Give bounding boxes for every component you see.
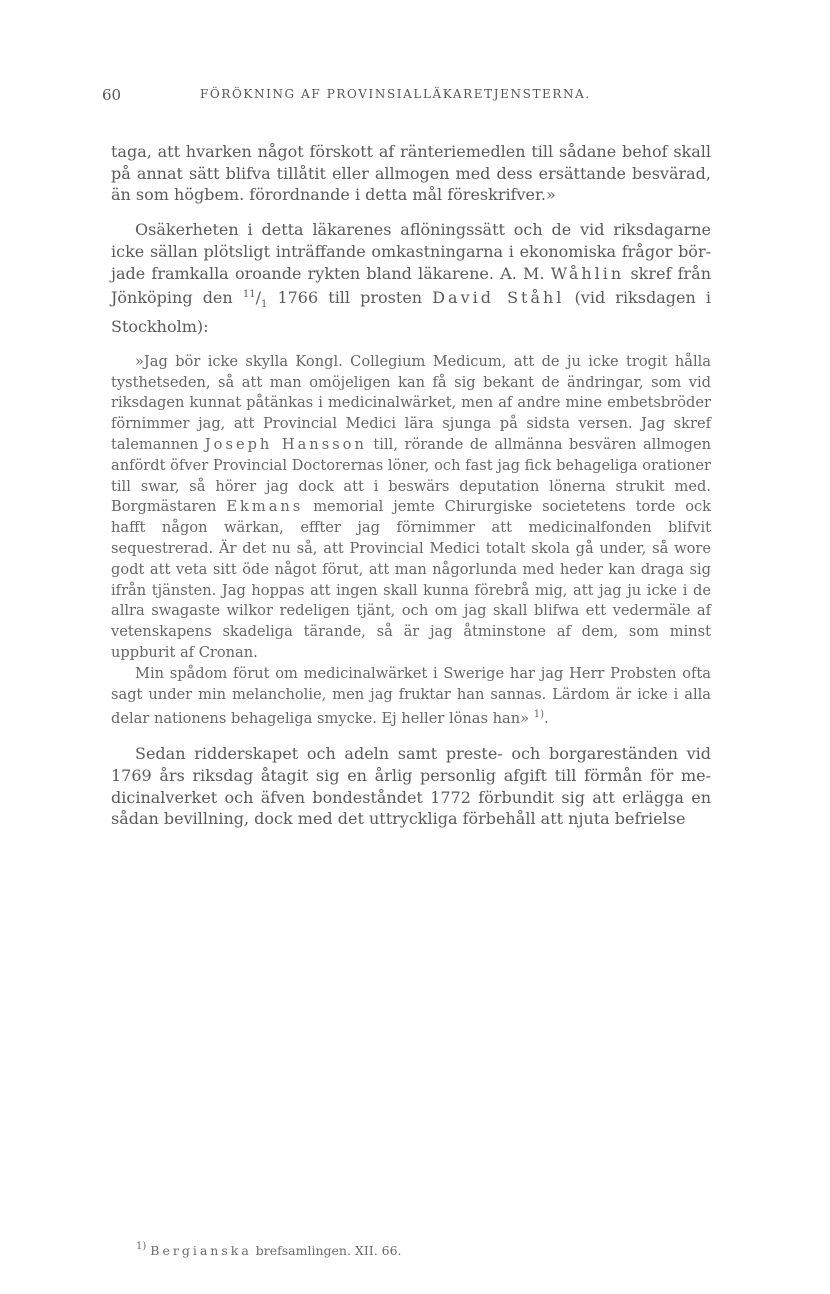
quote-text: till, rörande de allmänna besvären allmogen anfördt öfver Provincial Doctorernas löner, och fast jag fick behageliga orationer till swar, så hörer jag dock att i beswärs deputation lönerna strukit med. Borgmästaren	[111, 436, 712, 516]
person-name-joseph-hansson: Joseph Hansson	[204, 436, 367, 453]
paragraph-continuation: taga, att hvarken något förskott af ränteriemedlen till sådane behof skall på annat sätt blifva tillåtit eller allmogen med dess ersättande besvärad, än som högbem. förordnande i detta mål föreskrifver.»	[111, 142, 711, 205]
quote-text: »Jag bör icke skylla Kongl. Collegium Medicum, att de ju icke trogit hålla tysthetseden, så att man omöjeligen kan få sig bekant de ändringar, som vid riksdagen kunnat påtänkas i medicinalwärket, men af andre mine embetsbröder förnimmer jag, att Provincial Medici lära sjunga på sidsta versen. Jag skref talemannen	[111, 352, 711, 453]
footnote-source-name: Bergianska	[150, 1243, 252, 1258]
paragraph-text: (vid riksdagen i Stockholm):	[111, 288, 711, 337]
footnote	[136, 1241, 402, 1258]
quote-text: Min spådom förut om medicinalwärket i Swerige har jag Herr Probsten ofta sagt under min melancholie, men jag fruktar han sannas. Lärdom är icke i alla delar nationens behageliga smycke. Ej heller lönas han»	[111, 664, 711, 728]
running-title: FÖRÖKNING AF PROVINSIALLÄKARETJENSTERNA.	[200, 87, 591, 101]
paragraph-text: Osäkerheten i detta läkarenes aflöningssätt och de vid riksdagarne icke sällan plötsligt inträffande omkastningarna i ekonomiska frågor började framkalla oroande rykten bland läkarene. A. M.	[111, 220, 711, 283]
letter-quotation	[111, 352, 711, 730]
fraction-denominator: 1	[260, 299, 268, 311]
paragraph-sedan: Sedan ridderskapet och adeln samt preste- och borgareständen vid 1769 års riksdag åtagit sig en årlig personlig afgift till förmån för medicinalverket och äfven bondeståndet 1772 förbundit sig att erlägga en sådan bevillning, dock med det uttryckliga förbehåll att njuta befrielse	[111, 744, 711, 829]
paragraph-text: skref från Jönköping den	[111, 263, 712, 308]
footnote-source-details: brefsamlingen. XII. 66.	[255, 1243, 402, 1258]
body-text	[111, 141, 711, 830]
footnote-reference: 1)	[533, 709, 544, 721]
paragraph-text: 1766 till prosten	[277, 288, 423, 308]
footnote-mark: 1)	[136, 1241, 147, 1252]
date-fraction: $^{11}/_1$	[242, 288, 268, 311]
quote-paragraph-1	[111, 352, 711, 664]
footnote-reference-number: 1	[533, 709, 541, 721]
quote-text: memorial jemte Chirurgiske societetens torde ock hafft någon wärkan, effter jag förnimmer att medicinalfonden blifvit sequestrerad. Är det nu så, att Provincial Medici totalt skola gå under, så wore godt att veta sitt öde något förut, att man någorlunda med heder kan draga sig ifrån tjänsten. Jag hoppas att ingen skall kunna förebrå mig, att jag ju icke i de allra swagaste wilkor redeligen tjänt, och om jag skall blifwa ett vedermäle af vetenskapens skadeliga tärande, så är jag åtminstone af dem, som minst uppburit af Cronan.	[111, 498, 712, 661]
quote-end: .	[544, 710, 549, 728]
person-name-wahlin: Wåhlin	[550, 263, 625, 283]
fraction-numerator: 11	[242, 289, 256, 301]
page-header	[102, 86, 752, 110]
paragraph-osakerheten	[111, 219, 711, 338]
person-name-ekman: Ekmans	[226, 498, 304, 516]
person-name-david-stahl: David Ståhl	[432, 288, 565, 308]
quote-paragraph-2	[111, 664, 711, 730]
page-number: 60	[102, 86, 122, 104]
footnote-mark-number: 1	[136, 1241, 143, 1252]
